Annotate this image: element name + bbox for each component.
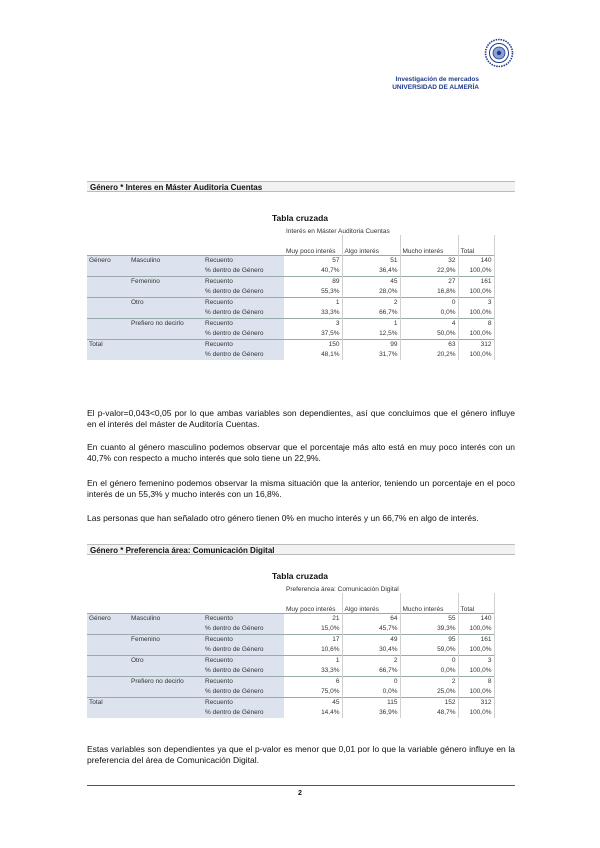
cell-value: 15,0% bbox=[284, 624, 342, 635]
paragraph-otro: Las personas que han señalado otro género tienen 0% en mucho interés y un 66,7% en algo de interés. bbox=[87, 513, 479, 523]
row-group-label bbox=[129, 350, 203, 360]
cell-value: 33,3% bbox=[284, 666, 342, 677]
cell-value: 100,0% bbox=[458, 666, 494, 677]
table-row bbox=[87, 656, 494, 667]
row-stat-label: % dentro de Género bbox=[203, 266, 284, 277]
row-stat-label: Recuento bbox=[203, 656, 284, 667]
row-stat-label: % dentro de Género bbox=[203, 645, 284, 656]
row-variable-label bbox=[87, 308, 129, 319]
table-row bbox=[87, 624, 494, 635]
row-group-label bbox=[129, 624, 203, 635]
cell-value: 28,0% bbox=[342, 287, 400, 298]
header-blank bbox=[87, 235, 284, 256]
cell-value: 16,8% bbox=[400, 287, 458, 298]
row-group-label bbox=[129, 645, 203, 656]
row-variable-label bbox=[87, 319, 129, 330]
row-stat-label: Recuento bbox=[203, 277, 284, 288]
row-stat-label: Recuento bbox=[203, 614, 284, 625]
cell-value: 161 bbox=[458, 635, 494, 646]
cell-value: 312 bbox=[458, 340, 494, 351]
cell-value: 51 bbox=[342, 256, 400, 267]
cell-value: 150 bbox=[284, 340, 342, 351]
cell-value: 100,0% bbox=[458, 645, 494, 656]
row-variable-label bbox=[87, 329, 129, 340]
cell-value: 49 bbox=[342, 635, 400, 646]
cell-value: 40,7% bbox=[284, 266, 342, 277]
cell-value: 17 bbox=[284, 635, 342, 646]
cell-value: 140 bbox=[458, 256, 494, 267]
cell-value: 63 bbox=[400, 340, 458, 351]
table-row bbox=[87, 319, 494, 330]
row-group-label: Otro bbox=[129, 298, 203, 309]
table-row bbox=[87, 635, 494, 646]
section-title-table2: Género * Preferencia área: Comunicación Digital bbox=[87, 544, 515, 555]
header-blank bbox=[87, 593, 284, 614]
cell-value: 3 bbox=[458, 298, 494, 309]
cell-value: 6 bbox=[284, 677, 342, 688]
cell-value: 95 bbox=[400, 635, 458, 646]
cell-value: 3 bbox=[458, 656, 494, 667]
row-stat-label: Recuento bbox=[203, 298, 284, 309]
column-header: Mucho interés bbox=[400, 593, 458, 614]
row-group-label bbox=[129, 340, 203, 351]
row-group-label bbox=[129, 687, 203, 698]
cell-value: 50,0% bbox=[400, 329, 458, 340]
row-group-label: Prefiero no decirlo bbox=[129, 677, 203, 688]
crosstab-table-1 bbox=[87, 225, 495, 360]
cell-value: 55,3% bbox=[284, 287, 342, 298]
cell-value: 161 bbox=[458, 277, 494, 288]
cell-value: 4 bbox=[400, 319, 458, 330]
table-row bbox=[87, 256, 494, 267]
cell-value: 45 bbox=[342, 277, 400, 288]
cell-value: 37,5% bbox=[284, 329, 342, 340]
table-row bbox=[87, 614, 494, 625]
column-header: Muy poco interés bbox=[284, 593, 342, 614]
cell-value: 48,1% bbox=[284, 350, 342, 360]
header-line-1: Investigación de mercados bbox=[395, 76, 479, 83]
cell-value: 10,6% bbox=[284, 645, 342, 656]
row-variable-label bbox=[87, 287, 129, 298]
cell-value: 152 bbox=[400, 698, 458, 709]
cell-value: 12,5% bbox=[342, 329, 400, 340]
table-row bbox=[87, 298, 494, 309]
cell-value: 99 bbox=[342, 340, 400, 351]
total-label bbox=[87, 350, 129, 360]
row-stat-label: % dentro de Género bbox=[203, 687, 284, 698]
cell-value: 100,0% bbox=[458, 708, 494, 718]
row-variable-label: Género bbox=[87, 614, 129, 625]
table-row bbox=[87, 277, 494, 288]
header-blank bbox=[458, 225, 494, 235]
cell-value: 312 bbox=[458, 698, 494, 709]
cell-value: 48,7% bbox=[400, 708, 458, 718]
crosstab-table-2 bbox=[87, 583, 495, 718]
cell-value: 89 bbox=[284, 277, 342, 288]
cell-value: 55 bbox=[400, 614, 458, 625]
document-header bbox=[392, 76, 479, 92]
total-label: Total bbox=[87, 698, 129, 709]
row-variable-label: Género bbox=[87, 256, 129, 267]
cell-value: 1 bbox=[342, 319, 400, 330]
row-stat-label: Recuento bbox=[203, 698, 284, 709]
table-row bbox=[87, 308, 494, 319]
row-stat-label: Recuento bbox=[203, 256, 284, 267]
cell-value: 30,4% bbox=[342, 645, 400, 656]
column-header: Algo interés bbox=[342, 593, 400, 614]
column-group-header: Interés en Máster Auditoria Cuentas bbox=[284, 225, 458, 235]
table-row bbox=[87, 687, 494, 698]
table2-title: Tabla cruzada bbox=[271, 571, 329, 581]
paragraph-pvalue-2: Estas variables son dependientes ya que el p-valor es menor que 0,01 por lo que la variable género influye en la preferencia del área de Comunicación Digital. bbox=[87, 744, 515, 765]
row-variable-label bbox=[87, 666, 129, 677]
footer-divider bbox=[87, 785, 515, 786]
row-variable-label bbox=[87, 687, 129, 698]
total-label bbox=[87, 708, 129, 718]
cell-value: 0 bbox=[400, 656, 458, 667]
table-row bbox=[87, 287, 494, 298]
cell-value: 32 bbox=[400, 256, 458, 267]
column-group-header: Preferencia área: Comunicación Digital bbox=[284, 583, 458, 593]
row-stat-label: Recuento bbox=[203, 677, 284, 688]
column-header: Algo interés bbox=[342, 235, 400, 256]
row-group-label bbox=[129, 698, 203, 709]
row-variable-label bbox=[87, 298, 129, 309]
row-group-label bbox=[129, 329, 203, 340]
cell-value: 27 bbox=[400, 277, 458, 288]
cell-value: 2 bbox=[400, 677, 458, 688]
row-group-label: Masculino bbox=[129, 256, 203, 267]
paragraph-femenino: En el género femenino podemos observar la misma situación que la anterior, teniendo un porcentaje en el poco interés de un 55,3% y mucho interés con un 16,8%. bbox=[87, 478, 515, 499]
page-number: 2 bbox=[298, 790, 302, 797]
cell-value: 3 bbox=[284, 319, 342, 330]
row-group-label: Masculino bbox=[129, 614, 203, 625]
cell-value: 8 bbox=[458, 677, 494, 688]
cell-value: 100,0% bbox=[458, 329, 494, 340]
row-variable-label bbox=[87, 277, 129, 288]
paragraph-pvalue-1: El p-valor=0,043<0,05 por lo que ambas variables son dependientes, así que concluimos que el género influye en el interés del máster de Auditoría Cuentas. bbox=[87, 408, 515, 429]
table-row bbox=[87, 677, 494, 688]
paragraph-masculino: En cuanto al género masculino podemos observar que el porcentaje más alto está en muy poco interés con un 40,7% con respecto a mucho interés que solo tiene un 22,9%. bbox=[87, 442, 515, 463]
cell-value: 66,7% bbox=[342, 666, 400, 677]
section-title-table1: Género * Interes en Máster Auditoria Cuentas bbox=[87, 181, 515, 192]
cell-value: 115 bbox=[342, 698, 400, 709]
cell-value: 36,4% bbox=[342, 266, 400, 277]
row-variable-label bbox=[87, 645, 129, 656]
cell-value: 100,0% bbox=[458, 308, 494, 319]
table1-title: Tabla cruzada bbox=[271, 213, 329, 223]
cell-value: 8 bbox=[458, 319, 494, 330]
row-variable-label bbox=[87, 266, 129, 277]
row-group-label bbox=[129, 287, 203, 298]
row-stat-label: % dentro de Género bbox=[203, 624, 284, 635]
row-stat-label: % dentro de Género bbox=[203, 287, 284, 298]
cell-value: 66,7% bbox=[342, 308, 400, 319]
row-group-label bbox=[129, 308, 203, 319]
row-variable-label bbox=[87, 624, 129, 635]
table-row-total bbox=[87, 350, 494, 360]
cell-value: 33,3% bbox=[284, 308, 342, 319]
row-stat-label: Recuento bbox=[203, 319, 284, 330]
table-row-total bbox=[87, 698, 494, 709]
table-row bbox=[87, 666, 494, 677]
row-group-label: Otro bbox=[129, 656, 203, 667]
cell-value: 39,3% bbox=[400, 624, 458, 635]
row-group-label: Prefiero no decirlo bbox=[129, 319, 203, 330]
row-group-label bbox=[129, 666, 203, 677]
total-label: Total bbox=[87, 340, 129, 351]
cell-value: 100,0% bbox=[458, 624, 494, 635]
cell-value: 57 bbox=[284, 256, 342, 267]
cell-value: 36,9% bbox=[342, 708, 400, 718]
cell-value: 22,9% bbox=[400, 266, 458, 277]
row-group-label bbox=[129, 266, 203, 277]
row-stat-label: Recuento bbox=[203, 635, 284, 646]
cell-value: 45,7% bbox=[342, 624, 400, 635]
cell-value: 31,7% bbox=[342, 350, 400, 360]
cell-value: 140 bbox=[458, 614, 494, 625]
row-group-label: Femenino bbox=[129, 277, 203, 288]
cell-value: 100,0% bbox=[458, 687, 494, 698]
cell-value: 2 bbox=[342, 656, 400, 667]
cell-value: 2 bbox=[342, 298, 400, 309]
row-variable-label bbox=[87, 677, 129, 688]
cell-value: 0,0% bbox=[400, 666, 458, 677]
university-seal-icon bbox=[484, 38, 514, 68]
cell-value: 45 bbox=[284, 698, 342, 709]
row-stat-label: Recuento bbox=[203, 340, 284, 351]
column-header: Total bbox=[458, 593, 494, 614]
header-line-2: UNIVERSIDAD DE ALMERÍA bbox=[392, 84, 479, 91]
table-row-total bbox=[87, 708, 494, 718]
row-stat-label: % dentro de Género bbox=[203, 350, 284, 360]
row-variable-label bbox=[87, 635, 129, 646]
cell-value: 100,0% bbox=[458, 287, 494, 298]
column-header: Mucho interés bbox=[400, 235, 458, 256]
table-row-total bbox=[87, 340, 494, 351]
cell-value: 25,0% bbox=[400, 687, 458, 698]
row-group-label: Femenino bbox=[129, 635, 203, 646]
row-stat-label: % dentro de Género bbox=[203, 329, 284, 340]
cell-value: 0,0% bbox=[400, 308, 458, 319]
column-header: Total bbox=[458, 235, 494, 256]
column-header: Muy poco interés bbox=[284, 235, 342, 256]
cell-value: 21 bbox=[284, 614, 342, 625]
header-blank bbox=[87, 583, 284, 593]
cell-value: 75,0% bbox=[284, 687, 342, 698]
row-stat-label: % dentro de Género bbox=[203, 666, 284, 677]
table-row bbox=[87, 266, 494, 277]
row-group-label bbox=[129, 708, 203, 718]
cell-value: 0 bbox=[400, 298, 458, 309]
cell-value: 59,0% bbox=[400, 645, 458, 656]
cell-value: 100,0% bbox=[458, 266, 494, 277]
cell-value: 14,4% bbox=[284, 708, 342, 718]
table-row bbox=[87, 329, 494, 340]
cell-value: 100,0% bbox=[458, 350, 494, 360]
row-stat-label: % dentro de Género bbox=[203, 308, 284, 319]
cell-value: 0,0% bbox=[342, 687, 400, 698]
cell-value: 1 bbox=[284, 656, 342, 667]
header-blank bbox=[87, 225, 284, 235]
cell-value: 64 bbox=[342, 614, 400, 625]
row-stat-label: % dentro de Género bbox=[203, 708, 284, 718]
cell-value: 1 bbox=[284, 298, 342, 309]
table-row bbox=[87, 645, 494, 656]
header-blank bbox=[458, 583, 494, 593]
row-variable-label bbox=[87, 656, 129, 667]
cell-value: 20,2% bbox=[400, 350, 458, 360]
cell-value: 0 bbox=[342, 677, 400, 688]
